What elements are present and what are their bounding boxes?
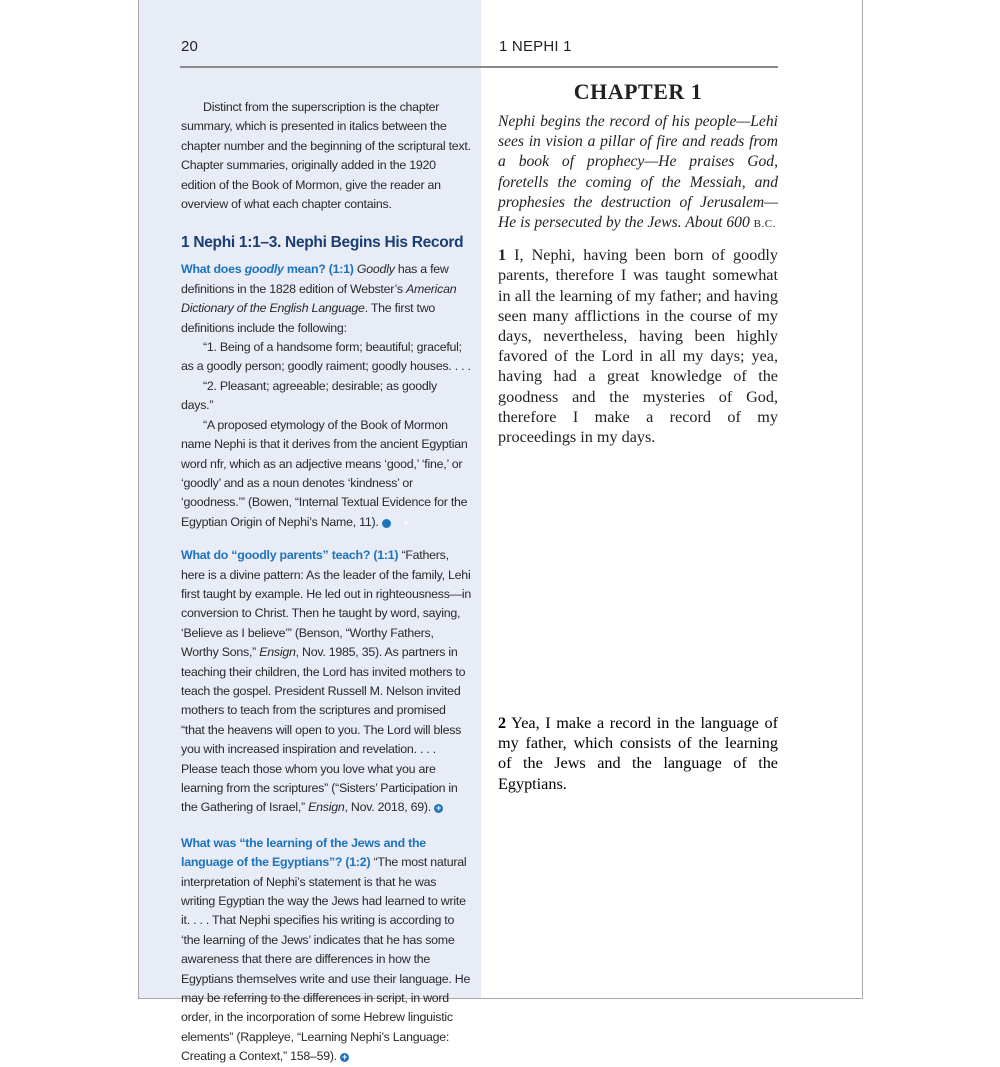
spacer [181,532,471,546]
plus-circle-icon[interactable]: + [435,803,441,814]
body-italic: Goodly [356,262,395,277]
book-page [138,0,863,1064]
body-text: “Fathers, here is a divine pattern: As the leader of the family, Lehi first taught by example. He led out in righteousness—in conversion to Christ. Then he taught by word, saying, ‘Believe as I believe’” (Benson, “Worthy Fathers, Worthy Sons,” [181,548,471,660]
summary-era: B.C. [753,218,776,231]
entry-paragraph [181,260,471,338]
question-text: What does [181,262,245,277]
plus-circle-icon[interactable]: + [341,1052,347,1063]
commentary-entry-goodly [181,260,471,532]
entry-question: What do “goodly parents” teach? (1:1) [181,548,399,563]
page-number: 20 [181,38,199,55]
chapter-summary [498,112,778,234]
body-text: . The first two definitions include the following: [181,301,436,335]
entry-paragraph [181,834,471,1067]
question-text: mean? (1:1) [283,262,354,277]
verse-number: 2 [498,714,507,732]
commentary-entry-goodly-parents [181,546,471,818]
quote-definition-1: “1. Being of a handsome form; beautiful; graceful; as a goodly person; goodly raiment; goodly houses. . . . [181,340,471,374]
question-italic: goodly [244,262,284,277]
header-rule [180,66,778,68]
intro-paragraph: Distinct from the superscription is the chapter summary, which is presented in italics between the chapter number and the beginning of the scriptural text. Chapter summaries, originally added in the 1920 edition of the Book of Mormon, give the reader an overview of what each chapter contains. [181,100,471,212]
section-heading: 1 Nephi 1:1–3. Nephi Begins His Record [181,234,464,252]
entry-question: What was “the learning of the Jews and the language of the Egyptians”? (1:2) [181,835,426,870]
body-text: , Nov. 1985, 35). As partners in teaching their children, the Lord has invited mothers to teach the gospel. President Russell M. Nelson invited mothers to teach from the scriptures and promised “that the heavens will open to you. The Lord will bless you with increased inspiration and revelation. . . . Please teach those whom you love what you are learning from the scriptures” (“Sisters’ Participation in the Gathering of Israel,” [181,645,466,815]
body-italic: Ensign [308,800,345,815]
verse-text: I, Nephi, having been born of goodly parents, therefore I was taught somewhat in all the learning of my father; and having seen many afflictions in the course of my days, nevertheless, having been highly favored of the Lord in all my days; yea, having had a great knowledge of the goodness and the mysteries of God, therefore I make a record of my proceedings in my days. [498,246,778,447]
quote-etymology [181,416,471,532]
entry-question [181,262,354,276]
plus-circle-icon[interactable]: + [382,519,391,528]
summary-text: Nephi begins the record of his people—Lehi sees in vision a pillar of fire and reads from a book of prophecy—He praises God, foretells the coming of the Messiah, and prophesies the destruction of Jerusalem—He is persecuted by the Jews. [498,113,778,232]
spacer [181,818,471,834]
commentary-entry-learning-of-jews [181,834,471,1067]
body-text: “A proposed etymology of the Book of Mormon name Nephi is that it derives from the ancient Egyptian word nfr, which as an adjective means ‘good,’ ‘fine,’ or ‘goodly’ and as a noun denotes ‘kindness’ or ‘goodness.’” (Bowen, “Internal Textual Evidence for the Egyptian Origin of Nephi’s Name, 11). [181,417,468,529]
verse-text: Yea, I make a record in the language of my father, which consists of the learning of the Jews and the language of the Egyptians. [498,714,778,793]
body-italic: Ensign [259,645,296,660]
verse-1 [498,245,778,447]
verse-2 [498,713,778,794]
quote-definition-2: “2. Pleasant; agreeable; desirable; as goodly days.” [181,378,437,413]
entry-paragraph [181,546,471,818]
running-title: 1 NEPHI 1 [499,38,572,55]
chapter-title: CHAPTER 1 [573,79,703,104]
commentary-column [181,98,471,1067]
body-text: has a few definitions in the 1828 edition of Webster’s [181,262,449,296]
verse-number: 1 [498,246,507,265]
body-italic: American Dictionary of the English Language [181,281,457,316]
body-text: , Nov. 2018, 69). [344,800,431,815]
summary-date: About 600 [685,214,754,232]
scripture-column [498,78,778,447]
body-text: “The most natural interpretation of Nephi’s statement is that he was writing Egyptian the way the Jews had learned to write it. . . . That Nephi specifies his writing is according to ‘the learning of the Jews’ indicates that he has some awareness that there are differences in how the Egyptians themselves write and use their language. He may be referring to the differences in script, in word order, in the incorporation of some Hebrew linguistic elements” (Rappleye, “Learning Nephi’s Language: Creating a Context,” 158–59). [181,855,471,1064]
